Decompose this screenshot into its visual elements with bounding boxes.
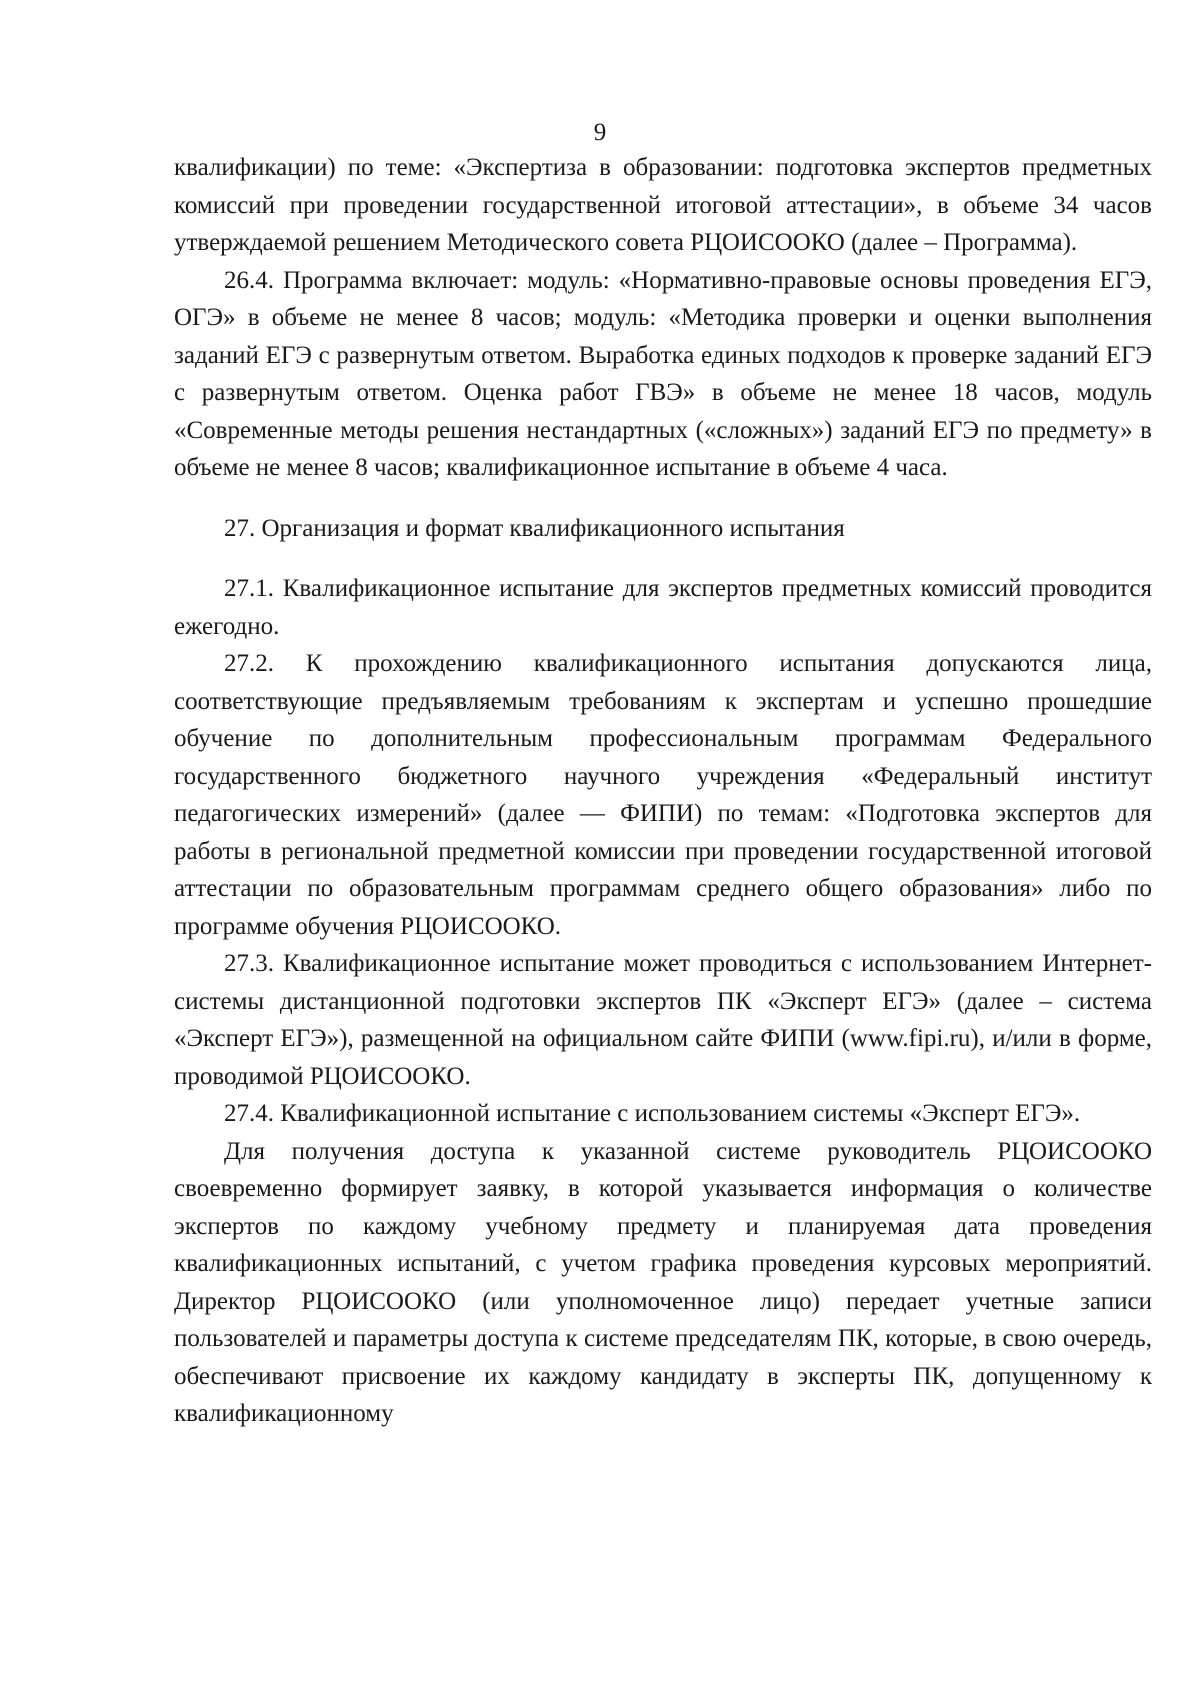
paragraph-continuation: квалификации) по теме: «Экспертиза в образовании: подготовка экспертов предметных комиссий при проведении государственной итоговой аттестации», в объеме 34 часов утверждаемой решением Методического совета РЦОИСООКО (далее – Программа). [174,154,1152,256]
paragraph-27-2: 27.2. К прохождению квалификационного испытания допускаются лица, соответствующие предъявляемым требованиям к экспертам и успешно прошедшие обучение по дополнительным профессиональным программам Федерального государственного бюджетного научного учреждения «Федеральный институт педагогических измерений» (далее — ФИПИ) по темам: «Подготовка экспертов для работы в региональной предметной комиссии при проведении государственной итоговой аттестации по образовательным программам среднего общего образования» либо по программе обучения РЦОИСООКО. [174,650,1152,940]
section-heading-27: 27. Организация и формат квалификационного испытания [224,514,845,542]
paragraph-27-1: 27.1. Квалификационное испытание для экспертов предметных комиссий проводится ежегодно. [174,575,1152,640]
paragraph-27-4: 27.4. Квалификационной испытание с использованием системы «Эксперт ЕГЭ». [224,1100,1081,1127]
paragraph-access: Для получения доступа к указанной системе руководитель РЦОИСООКО своевременно формирует заявку, в которой указывается информация о количестве экспертов по каждому учебному предмету и планируемая дата проведения квалификационных испытаний, с учетом графика проведения курсовых мероприятий. Директор РЦОИСООКО (или уполномоченное лицо) передает учетные записи пользователей и параметры доступа к системе председателям ПК, которые, в свою очередь, обеспечивают присвоение их каждому кандидату в эксперты ПК, допущенному к квалификационному [174,1137,1152,1427]
paragraph-26-4: 26.4. Программа включает: модуль: «Нормативно-правовые основы проведения ЕГЭ, ОГЭ» в объеме не менее 8 часов; модуль: «Методика проверки и оценки выполнения заданий ЕГЭ с развернутым ответом. Выработка единых подходов к проверке заданий ЕГЭ с развернутым ответом. Оценка работ ГВЭ» в объеме не менее 18 часов, модуль «Современные методы решения нестандартных («сложных») заданий ЕГЭ по предмету» в объеме не менее 8 часов; квалификационное испытание в объеме 4 часа. [174,266,1152,481]
paragraph-27-3: 27.3. Квалификационное испытание может проводиться с использованием Интернет-системы дистанционной подготовки экспертов ПК «Эксперт ЕГЭ» (далее – система «Эксперт ЕГЭ»), размещенной на официальном сайте ФИПИ (www.fipi.ru), и/или в форме, проводимой РЦОИСООКО. [174,950,1152,1090]
page-number: 9 [593,119,607,146]
document-body [174,149,1152,1433]
